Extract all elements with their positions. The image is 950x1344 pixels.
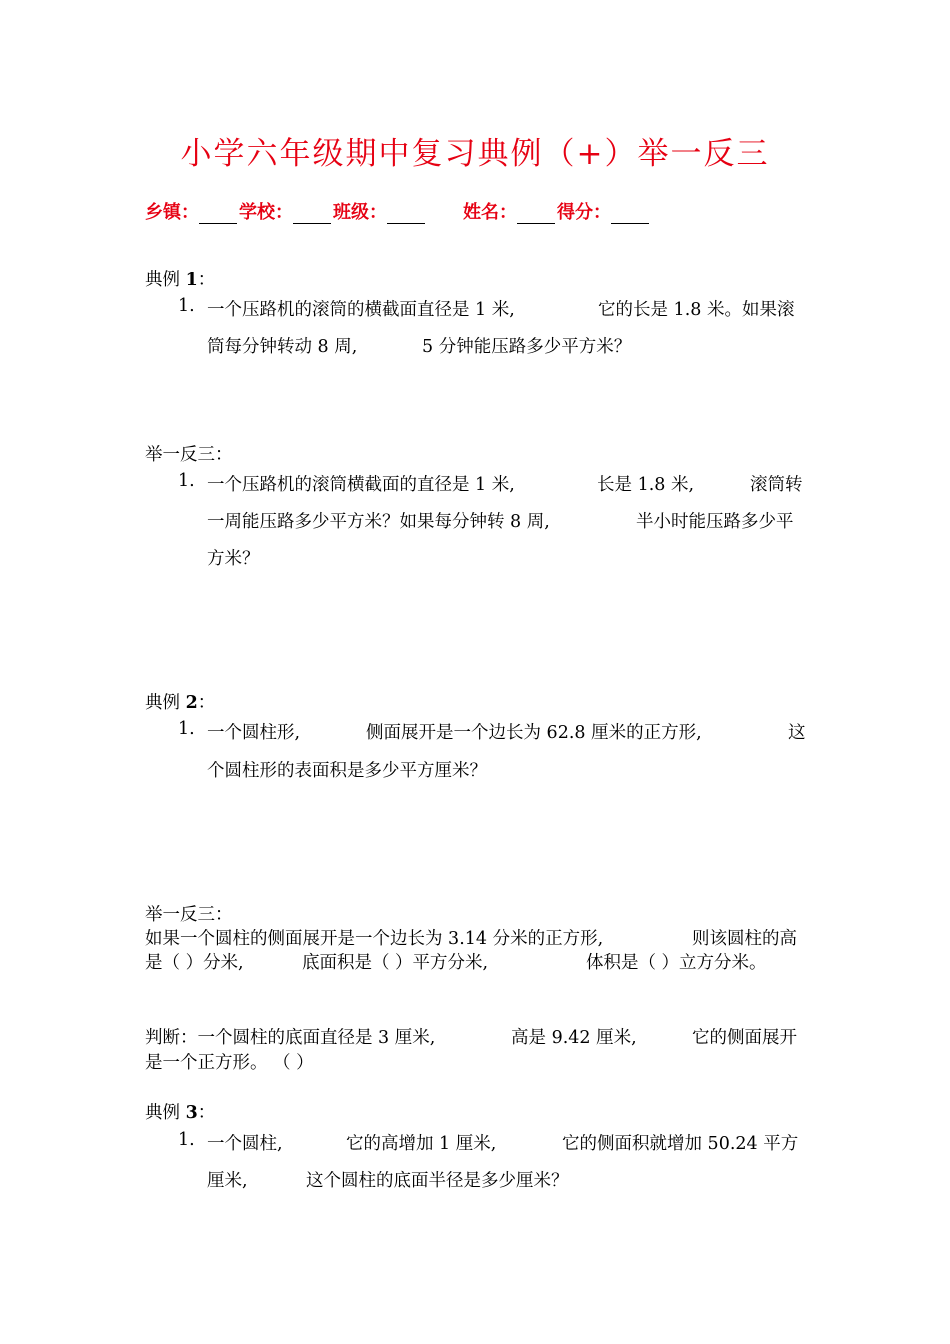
example2-line1c: 这 xyxy=(788,723,806,743)
example2-line1b: 侧面展开是一个边长为 62.8 厘米的正方形, xyxy=(366,723,702,743)
example3-line1c: 它的侧面积就增加 50.24 平方 xyxy=(562,1134,799,1154)
practice1-line1a: 一个压路机的滚筒横截面的直径是 1 米, xyxy=(207,475,515,495)
example1-number: 1. xyxy=(178,296,195,316)
practice1-line2a: 一周能压路多少平方米？如果每分钟转 8 周, xyxy=(207,512,550,532)
example3-heading: 典例 3： xyxy=(145,1103,216,1123)
example3-number: 1. xyxy=(178,1130,195,1150)
practice2-line1b: 则该圆柱的高 xyxy=(692,929,797,949)
practice1-number: 1. xyxy=(178,471,195,491)
judge-line2: 是一个正方形。 （ ） xyxy=(145,1053,314,1073)
example2-line2: 个圆柱形的表面积是多少平方厘米？ xyxy=(207,761,487,781)
practice2-line2b: 底面积是（ ）平方分米, xyxy=(302,953,489,973)
judge-line1a: 判断：一个圆柱的底面直径是 3 厘米, xyxy=(145,1028,436,1048)
example3-line1b: 它的高增加 1 厘米, xyxy=(346,1134,497,1154)
practice2-line1a: 如果一个圆柱的侧面展开是一个边长为 3.14 分米的正方形, xyxy=(145,929,604,949)
example3-line2b: 这个圆柱的底面半径是多少厘米？ xyxy=(306,1171,569,1191)
practice1-heading: 举一反三： xyxy=(145,445,233,465)
example2-number: 1. xyxy=(178,719,195,739)
example1-heading: 典例 1： xyxy=(145,270,216,290)
practice1-line1c: 滚筒转 xyxy=(750,475,803,495)
student-info-line xyxy=(145,198,651,224)
page-title: 小学六年级期中复习典例（+）举一反三 xyxy=(180,136,770,172)
practice2-line2a: 是（ ）分米, xyxy=(145,953,244,973)
example1-line2b: 5 分钟能压路多少平方米？ xyxy=(422,337,632,357)
school-blank xyxy=(293,203,331,224)
class-blank xyxy=(387,203,425,224)
example3-line1a: 一个圆柱, xyxy=(207,1134,283,1154)
judge-line1c: 它的侧面展开 xyxy=(692,1028,797,1048)
practice2-heading: 举一反三： xyxy=(145,905,233,925)
practice1-line2b: 半小时能压路多少平 xyxy=(636,512,794,532)
score-blank xyxy=(611,203,649,224)
example1-line1a: 一个压路机的滚筒的横截面直径是 1 米, xyxy=(207,300,515,320)
township-label: 乡镇： xyxy=(145,202,199,223)
name-blank xyxy=(517,203,555,224)
practice1-line1b: 长是 1.8 米, xyxy=(597,475,695,495)
example1-line1b: 它的长是 1.8 米。如果滚 xyxy=(598,300,795,320)
township-blank xyxy=(199,203,237,224)
class-label: 班级： xyxy=(333,202,387,223)
practice1-line3: 方米？ xyxy=(207,549,260,569)
judge-line1b: 高是 9.42 厘米, xyxy=(511,1028,637,1048)
name-label: 姓名： xyxy=(463,202,517,223)
practice2-line2c: 体积是（ ）立方分米。 xyxy=(586,953,767,973)
example1-line2a: 筒每分钟转动 8 周, xyxy=(207,337,358,357)
school-label: 学校： xyxy=(239,202,293,223)
example3-line2a: 厘米, xyxy=(207,1171,248,1191)
example2-line1a: 一个圆柱形, xyxy=(207,723,301,743)
example2-heading: 典例 2： xyxy=(145,693,216,713)
score-label: 得分： xyxy=(557,202,611,223)
